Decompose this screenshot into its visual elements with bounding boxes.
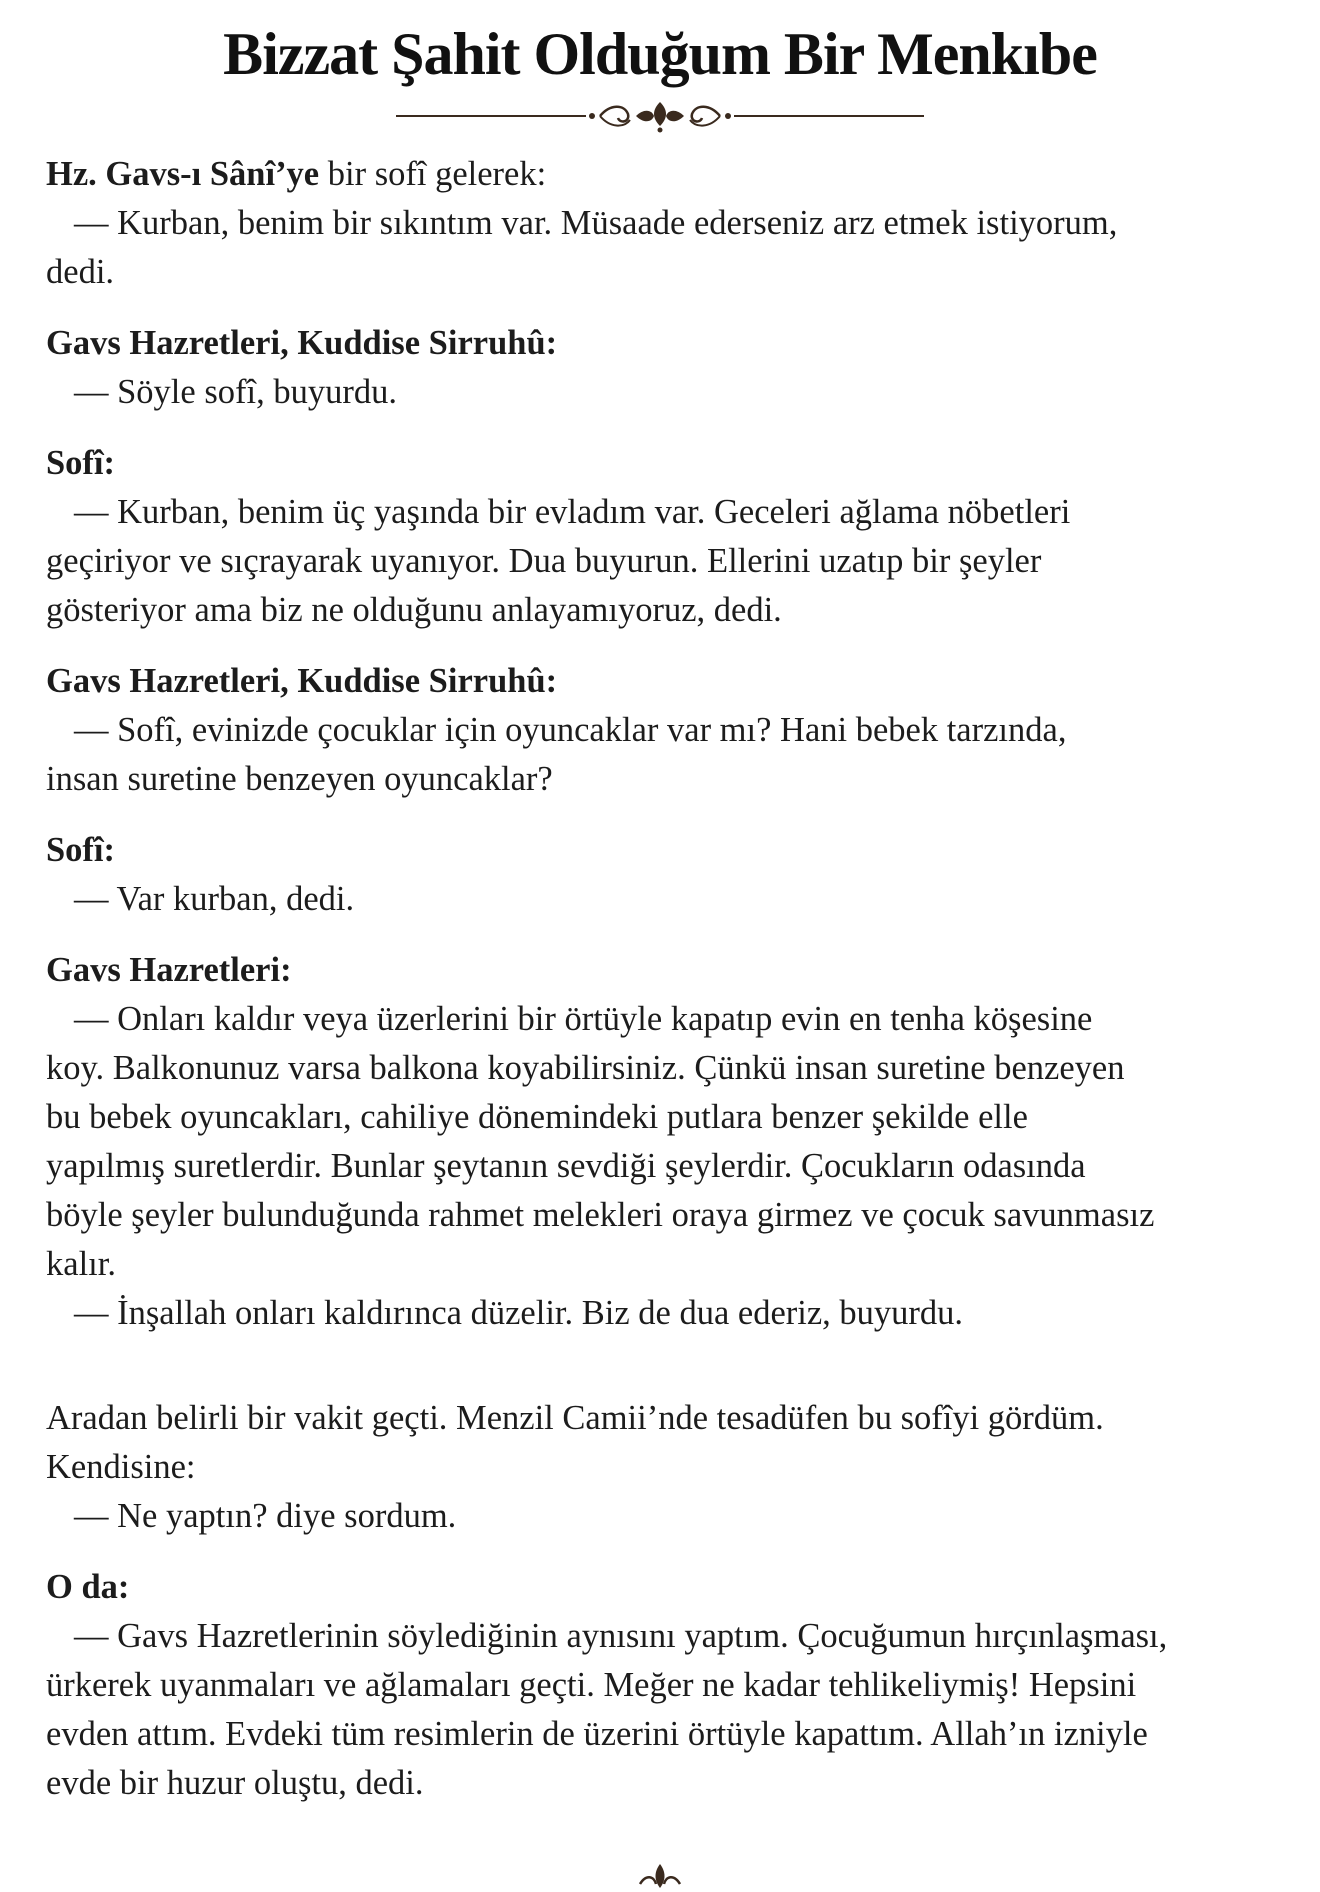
dialogue-line: dedi. bbox=[46, 253, 115, 291]
floral-divider-icon bbox=[396, 96, 924, 136]
story-body bbox=[46, 150, 1286, 1830]
dialogue-line: — Onları kaldır veya üzerlerini bir örtüyle kapatıp evin en tenha köşesine bbox=[74, 1000, 1093, 1038]
dialogue-line: gösteriyor ama biz ne olduğunu anlayamıyoruz, dedi. bbox=[46, 591, 782, 629]
dialogue-line: — Ne yaptın? diye sordum. bbox=[74, 1497, 457, 1535]
dialogue-block bbox=[46, 319, 1286, 417]
speaker-name: Gavs Hazretleri: bbox=[46, 951, 292, 989]
page-title: Bizzat Şahit Olduğum Bir Menkıbe bbox=[223, 21, 1097, 87]
intro-text: bir sofî gelerek: bbox=[319, 155, 547, 193]
dialogue-line: — Gavs Hazretlerinin söylediğinin aynısını yaptım. Çocuğumun hırçınlaşması, bbox=[74, 1617, 1168, 1655]
dialogue-line: evden attım. Evdeki tüm resimlerin de üzerini örtüyle kapattım. Allah’ın izniyle bbox=[46, 1715, 1148, 1753]
dialogue-block bbox=[46, 1563, 1286, 1808]
dialogue-line: yapılmış suretlerdir. Bunlar şeytanın sevdiği şeylerdir. Çocukların odasında bbox=[46, 1147, 1086, 1185]
dialogue-block bbox=[46, 826, 1286, 924]
dialogue-line: — Sofî, evinizde çocuklar için oyuncaklar var mı? Hani bebek tarzında, bbox=[74, 711, 1067, 749]
dialogue-block bbox=[46, 439, 1286, 635]
dialogue-line: bu bebek oyuncakları, cahiliye dönemindeki putlara benzer şekilde elle bbox=[46, 1098, 1028, 1136]
dialogue-line: — Var kurban, dedi. bbox=[74, 880, 355, 918]
narration-block bbox=[46, 1394, 1286, 1541]
dialogue-line: evde bir huzur oluştu, dedi. bbox=[46, 1764, 424, 1802]
dialogue-line: böyle şeyler bulunduğunda rahmet melekleri oraya girmez ve çocuk savunmasız bbox=[46, 1196, 1155, 1234]
speaker-name: Gavs Hazretleri, Kuddise Sirruhû: bbox=[46, 324, 558, 362]
dialogue-line: — Söyle sofî, buyurdu. bbox=[74, 373, 397, 411]
speaker-name: Sofî: bbox=[46, 444, 115, 482]
dialogue-block bbox=[46, 946, 1286, 1338]
narration-line: Kendisine: bbox=[46, 1448, 196, 1486]
speaker-name: Hz. Gavs-ı Sânî’ye bbox=[46, 155, 320, 193]
speaker-name: Gavs Hazretleri, Kuddise Sirruhû: bbox=[46, 662, 558, 700]
dialogue-block bbox=[46, 657, 1286, 804]
dialogue-line: — İnşallah onları kaldırınca düzelir. Biz de dua ederiz, buyurdu. bbox=[74, 1294, 964, 1332]
dialogue-line: — Kurban, benim üç yaşında bir evladım var. Geceleri ağlama nöbetleri bbox=[74, 493, 1071, 531]
dialogue-block bbox=[46, 150, 1286, 297]
section-spacer bbox=[46, 1360, 1286, 1394]
fleuron-icon bbox=[610, 1862, 710, 1892]
dialogue-line: insan suretine benzeyen oyuncaklar? bbox=[46, 760, 553, 798]
dialogue-line: koy. Balkonunuz varsa balkona koyabilirsiniz. Çünkü insan suretine benzeyen bbox=[46, 1049, 1125, 1087]
speaker-name: Sofî: bbox=[46, 831, 115, 869]
dialogue-line: ürkerek uyanmaları ve ağlamaları geçti. Meğer ne kadar tehlikeliymiş! Hepsini bbox=[46, 1666, 1137, 1704]
speaker-name: O da: bbox=[46, 1568, 130, 1606]
intro-line bbox=[46, 150, 1286, 199]
dialogue-line: — Kurban, benim bir sıkıntım var. Müsaade ederseniz arz etmek istiyorum, bbox=[74, 204, 1118, 242]
dialogue-line: geçiriyor ve sıçrayarak uyanıyor. Dua buyurun. Ellerini uzatıp bir şeyler bbox=[46, 542, 1042, 580]
narration-line: Aradan belirli bir vakit geçti. Menzil Camii’nde tesadüfen bu sofîyi gördüm. bbox=[46, 1399, 1104, 1437]
dialogue-line: kalır. bbox=[46, 1245, 116, 1283]
